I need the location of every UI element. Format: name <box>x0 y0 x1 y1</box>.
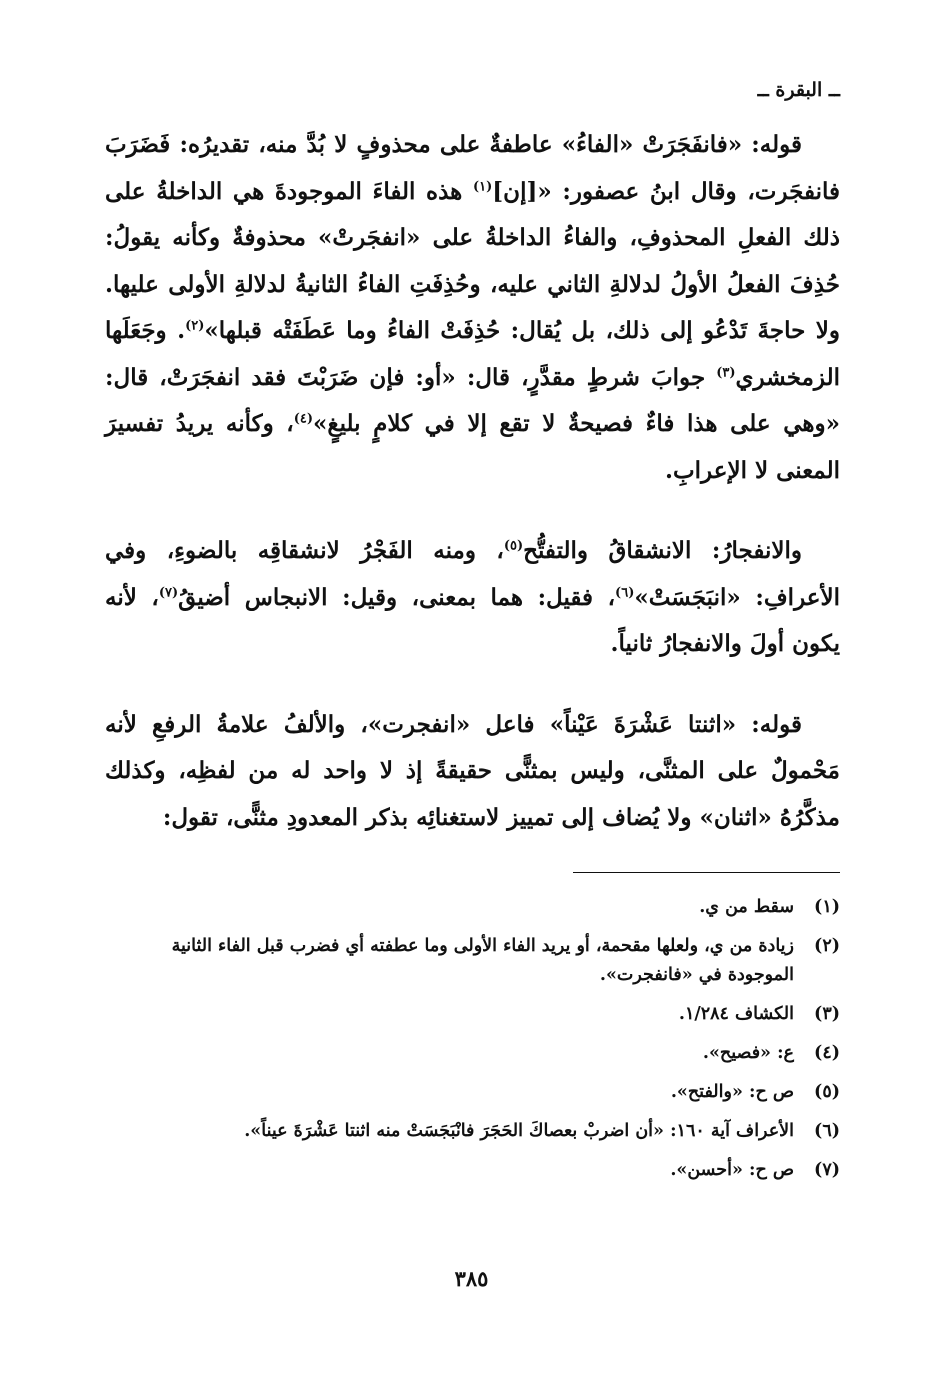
footnote <box>105 1000 840 1029</box>
running-header: ــ البقرة ــ <box>757 79 840 101</box>
footnote-number: (٢) <box>814 936 840 956</box>
footnote-marker: (٤) <box>293 411 313 427</box>
text-run: جوابَ شرطٍ مقدَّرٍ، قال: «أو: فإن ضَرَبْتَ فقد انفجَرَتْ، قال: «وهي على هذا فاءٌ فصيحةٌ لا تقع إلا في كلامٍ بليغٍ» <box>105 363 840 437</box>
footnote-number: (٥) <box>814 1082 840 1102</box>
footnote-marker: (٣) <box>716 364 736 380</box>
page-number: ٣٨٥ <box>454 1266 489 1291</box>
footnote-marker: (١) <box>473 178 493 194</box>
footnote <box>105 1078 840 1107</box>
footnote-number: (٦) <box>814 1121 840 1141</box>
footnote <box>105 893 840 922</box>
text-run: قوله: «فانفَجَرَتْ «الفاءُ» عاطفةٌ على محذوفٍ لا بُدَّ منه، تقديرُه: فَضَرَبَ فانفجَرت، وقال ابنُ عصفور: «[إن] <box>105 131 840 205</box>
text-run: ، ومنه الفَجْرُ لانشقاقِه بالضوءِ، وفي الأعرافِ: «انبَجَسَتْ» <box>105 537 840 611</box>
text-run: والانفجارُ: الانشقاقُ والتفتُّح <box>523 537 802 564</box>
text-run: . وجَعَلَها الزمخشري <box>105 317 840 391</box>
footnote-text: زيادة من ي، ولعلها مقحمة، أو يريد الفاء الأولى وما عطفته أي فضرب قبل الفاء الثانية الموجودة في «فانفجرت». <box>171 936 794 985</box>
footnote-number: (١) <box>814 897 840 917</box>
footnotes <box>105 893 840 1195</box>
footnote <box>105 1117 840 1146</box>
text-run: هذه الفاءَ الموجودةَ هي الداخلةُ على ذلك الفعلِ المحذوفِ، والفاءُ الداخلةُ على «انفجَرتْ» محذوفةٌ وكأنه يقولُ: حُذِفَ الفعلُ الأولُ لدلالةِ الثاني عليه، وحُذِفَتِ الفاءُ الثانيةُ لدلالةِ الأولى عليها. ولا حاجةَ تَدْعُو إلى ذلك، بل يُقال: حُذِفَتْ الفاءُ وما عَطَفَتْه قبلها» <box>105 177 840 344</box>
footnote-text: ص ح: «والفتح». <box>670 1082 794 1102</box>
main-text <box>105 122 840 875</box>
footnote-marker: (٦) <box>615 584 635 600</box>
footnote-text: الأعراف آية ١٦٠: «أن اضربْ بعصاكَ الحَجَرَ فانْبَجَسَتْ منه اثنتا عَشْرَةَ عيناً». <box>244 1121 794 1141</box>
footnote-marker: (٧) <box>158 584 179 600</box>
footnote-marker: (٥) <box>503 538 524 554</box>
footnote <box>105 932 840 990</box>
text-run: قوله: «اثنتا عَشْرَةَ عَيْناً» فاعل «انفجرت»، والألفُ علامةُ الرفعِ لأنه مَحْمولٌ على المثنَّى، وليس بمثنًّى حقيقةً إذ لا واحد له من لفظِه، وكذلك مذكَّرُهُ «اثنان» ولا يُضاف إلى تمييز لاستغنائِه بذكر المعدودِ مثنًّى، تقول: <box>105 710 840 831</box>
footnote <box>105 1156 840 1185</box>
footnote-text: ص ح: «أحسن». <box>670 1160 794 1180</box>
footnote-number: (٤) <box>814 1043 840 1063</box>
footnote-text: سقط من ي. <box>699 897 794 917</box>
text-run: ، لأنه يكون أولَ والانفجارُ ثانياً. <box>105 583 840 657</box>
paragraph <box>105 702 840 842</box>
footnote-number: (٣) <box>814 1004 840 1024</box>
footnote-number: (٧) <box>814 1160 840 1180</box>
footnote-text: الكشاف ١/٢٨٤. <box>678 1004 794 1024</box>
text-run: ، وكأنه يريدُ تفسيرَ المعنى لا الإعرابِ. <box>105 410 840 484</box>
paragraph <box>105 528 840 668</box>
paragraph <box>105 122 840 494</box>
footnote <box>105 1039 840 1068</box>
footnote-divider <box>573 872 840 873</box>
footnote-marker: (٢) <box>185 318 205 334</box>
text-run: ، فقيل: هما بمعنى، وقيل: الانبجاس أضيقُ <box>178 583 616 611</box>
footnote-text: ع: «فصيح». <box>702 1043 794 1063</box>
